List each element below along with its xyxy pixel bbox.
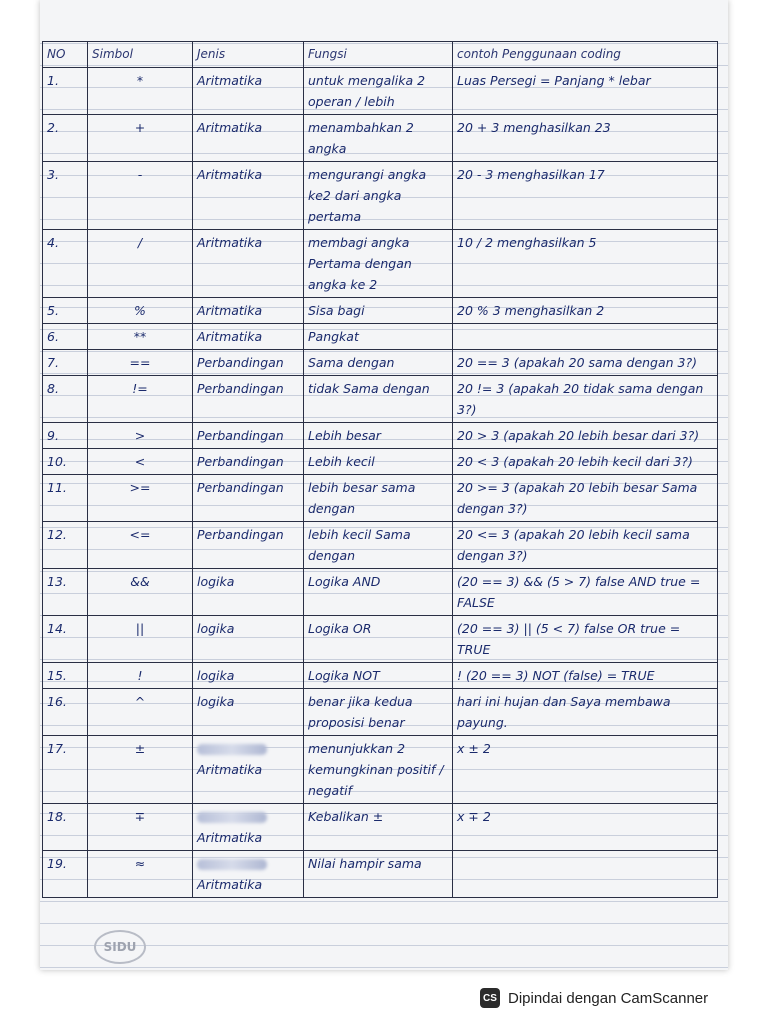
header-fungsi: Fungsi: [304, 42, 453, 68]
row-simbol: ∓: [88, 804, 193, 851]
row-no: 4.: [43, 230, 88, 298]
row-jenis-text: Aritmatika: [197, 762, 263, 777]
row-simbol: >: [88, 423, 193, 449]
table-row: [43, 298, 718, 324]
row-jenis: logika: [193, 569, 304, 616]
notebook-page: [40, 0, 728, 970]
row-no: 9.: [43, 423, 88, 449]
row-simbol: ^: [88, 689, 193, 736]
row-simbol: +: [88, 115, 193, 162]
row-jenis-text: Aritmatika: [197, 830, 263, 845]
redacted-mark: [197, 744, 267, 755]
row-fungsi: Logika NOT: [304, 663, 453, 689]
row-no: 2.: [43, 115, 88, 162]
redacted-mark: [197, 812, 267, 823]
table-row: [43, 522, 718, 569]
table-row: [43, 376, 718, 423]
row-no: 18.: [43, 804, 88, 851]
row-fungsi: benar jika kedua proposisi benar: [304, 689, 453, 736]
row-contoh: (20 == 3) && (5 > 7) false AND true = FALSE: [453, 569, 718, 616]
row-simbol: <: [88, 449, 193, 475]
row-simbol: -: [88, 162, 193, 230]
row-contoh: 20 == 3 (apakah 20 sama dengan 3?): [453, 350, 718, 376]
camscanner-footer: [480, 986, 708, 1010]
row-jenis: Aritmatika: [193, 162, 304, 230]
row-fungsi: Lebih besar: [304, 423, 453, 449]
row-no: 16.: [43, 689, 88, 736]
header-no: NO: [43, 42, 88, 68]
row-fungsi: lebih besar sama dengan: [304, 475, 453, 522]
row-jenis: [193, 851, 304, 898]
table-row: [43, 569, 718, 616]
row-jenis: Aritmatika: [193, 298, 304, 324]
row-contoh: [453, 324, 718, 350]
row-simbol: <=: [88, 522, 193, 569]
row-jenis: [193, 804, 304, 851]
table-row: [43, 449, 718, 475]
table-header-row: [43, 42, 718, 68]
table-row: [43, 162, 718, 230]
row-jenis: Perbandingan: [193, 522, 304, 569]
row-no: 13.: [43, 569, 88, 616]
row-no: 15.: [43, 663, 88, 689]
row-jenis: Perbandingan: [193, 376, 304, 423]
row-no: 14.: [43, 616, 88, 663]
row-simbol: ||: [88, 616, 193, 663]
table-row: [43, 115, 718, 162]
row-jenis: Perbandingan: [193, 423, 304, 449]
row-fungsi: Logika AND: [304, 569, 453, 616]
row-jenis: Aritmatika: [193, 324, 304, 350]
row-no: 8.: [43, 376, 88, 423]
header-simbol: Simbol: [88, 42, 193, 68]
row-simbol: %: [88, 298, 193, 324]
row-simbol: !: [88, 663, 193, 689]
row-no: 12.: [43, 522, 88, 569]
row-no: 10.: [43, 449, 88, 475]
table-row: [43, 68, 718, 115]
row-fungsi: Pangkat: [304, 324, 453, 350]
row-simbol: >=: [88, 475, 193, 522]
row-fungsi: menunjukkan 2 kemungkinan positif / negatif: [304, 736, 453, 804]
row-fungsi: Nilai hampir sama: [304, 851, 453, 898]
row-jenis: [193, 736, 304, 804]
row-jenis: logika: [193, 663, 304, 689]
row-contoh: 20 + 3 menghasilkan 23: [453, 115, 718, 162]
row-contoh: Luas Persegi = Panjang * lebar: [453, 68, 718, 115]
row-fungsi: tidak Sama dengan: [304, 376, 453, 423]
table-row: [43, 324, 718, 350]
table-row: [43, 230, 718, 298]
row-fungsi: Sisa bagi: [304, 298, 453, 324]
row-contoh: 20 <= 3 (apakah 20 lebih kecil sama dengan 3?): [453, 522, 718, 569]
row-contoh: 20 - 3 menghasilkan 17: [453, 162, 718, 230]
row-no: 11.: [43, 475, 88, 522]
row-no: 7.: [43, 350, 88, 376]
row-simbol: ==: [88, 350, 193, 376]
table-row: [43, 663, 718, 689]
table-row: [43, 616, 718, 663]
row-jenis: Aritmatika: [193, 68, 304, 115]
row-jenis: logika: [193, 689, 304, 736]
row-fungsi: mengurangi angka ke2 dari angka pertama: [304, 162, 453, 230]
row-contoh: x ± 2: [453, 736, 718, 804]
row-simbol: ≈: [88, 851, 193, 898]
row-contoh: x ∓ 2: [453, 804, 718, 851]
row-jenis: Perbandingan: [193, 449, 304, 475]
table-row: [43, 851, 718, 898]
table-row: [43, 689, 718, 736]
row-jenis: Aritmatika: [193, 230, 304, 298]
row-no: 5.: [43, 298, 88, 324]
operator-table: [42, 41, 718, 898]
table-row: [43, 475, 718, 522]
redacted-mark: [197, 859, 267, 870]
row-fungsi: Logika OR: [304, 616, 453, 663]
row-no: 1.: [43, 68, 88, 115]
row-contoh: 20 > 3 (apakah 20 lebih besar dari 3?): [453, 423, 718, 449]
row-jenis: Perbandingan: [193, 475, 304, 522]
row-simbol: ±: [88, 736, 193, 804]
row-simbol: **: [88, 324, 193, 350]
row-fungsi: Lebih kecil: [304, 449, 453, 475]
row-no: 19.: [43, 851, 88, 898]
row-jenis: logika: [193, 616, 304, 663]
row-no: 6.: [43, 324, 88, 350]
row-contoh: 20 % 3 menghasilkan 2: [453, 298, 718, 324]
row-jenis: Aritmatika: [193, 115, 304, 162]
row-simbol: *: [88, 68, 193, 115]
row-simbol: /: [88, 230, 193, 298]
row-fungsi: untuk mengalika 2 operan / lebih: [304, 68, 453, 115]
sidu-stamp: SIDU: [94, 930, 146, 964]
row-contoh: [453, 851, 718, 898]
table-row: [43, 804, 718, 851]
camscanner-text: Dipindai dengan CamScanner: [508, 989, 709, 1007]
row-fungsi: Sama dengan: [304, 350, 453, 376]
row-simbol: &&: [88, 569, 193, 616]
row-jenis: Perbandingan: [193, 350, 304, 376]
row-fungsi: menambahkan 2 angka: [304, 115, 453, 162]
row-no: 3.: [43, 162, 88, 230]
table-row: [43, 736, 718, 804]
row-contoh: hari ini hujan dan Saya membawa payung.: [453, 689, 718, 736]
row-contoh: 20 >= 3 (apakah 20 lebih besar Sama dengan 3?): [453, 475, 718, 522]
row-contoh: ! (20 == 3) NOT (false) = TRUE: [453, 663, 718, 689]
header-jenis: Jenis: [193, 42, 304, 68]
row-no: 17.: [43, 736, 88, 804]
row-jenis-text: Aritmatika: [197, 877, 263, 892]
row-contoh: (20 == 3) || (5 < 7) false OR true = TRUE: [453, 616, 718, 663]
table-row: [43, 350, 718, 376]
row-contoh: 20 != 3 (apakah 20 tidak sama dengan 3?): [453, 376, 718, 423]
row-contoh: 20 < 3 (apakah 20 lebih kecil dari 3?): [453, 449, 718, 475]
row-fungsi: membagi angka Pertama dengan angka ke 2: [304, 230, 453, 298]
table-row: [43, 423, 718, 449]
camscanner-icon: CS: [480, 988, 500, 1008]
header-contoh: contoh Penggunaan coding: [453, 42, 718, 68]
row-fungsi: lebih kecil Sama dengan: [304, 522, 453, 569]
row-contoh: 10 / 2 menghasilkan 5: [453, 230, 718, 298]
row-fungsi: Kebalikan ±: [304, 804, 453, 851]
row-simbol: !=: [88, 376, 193, 423]
